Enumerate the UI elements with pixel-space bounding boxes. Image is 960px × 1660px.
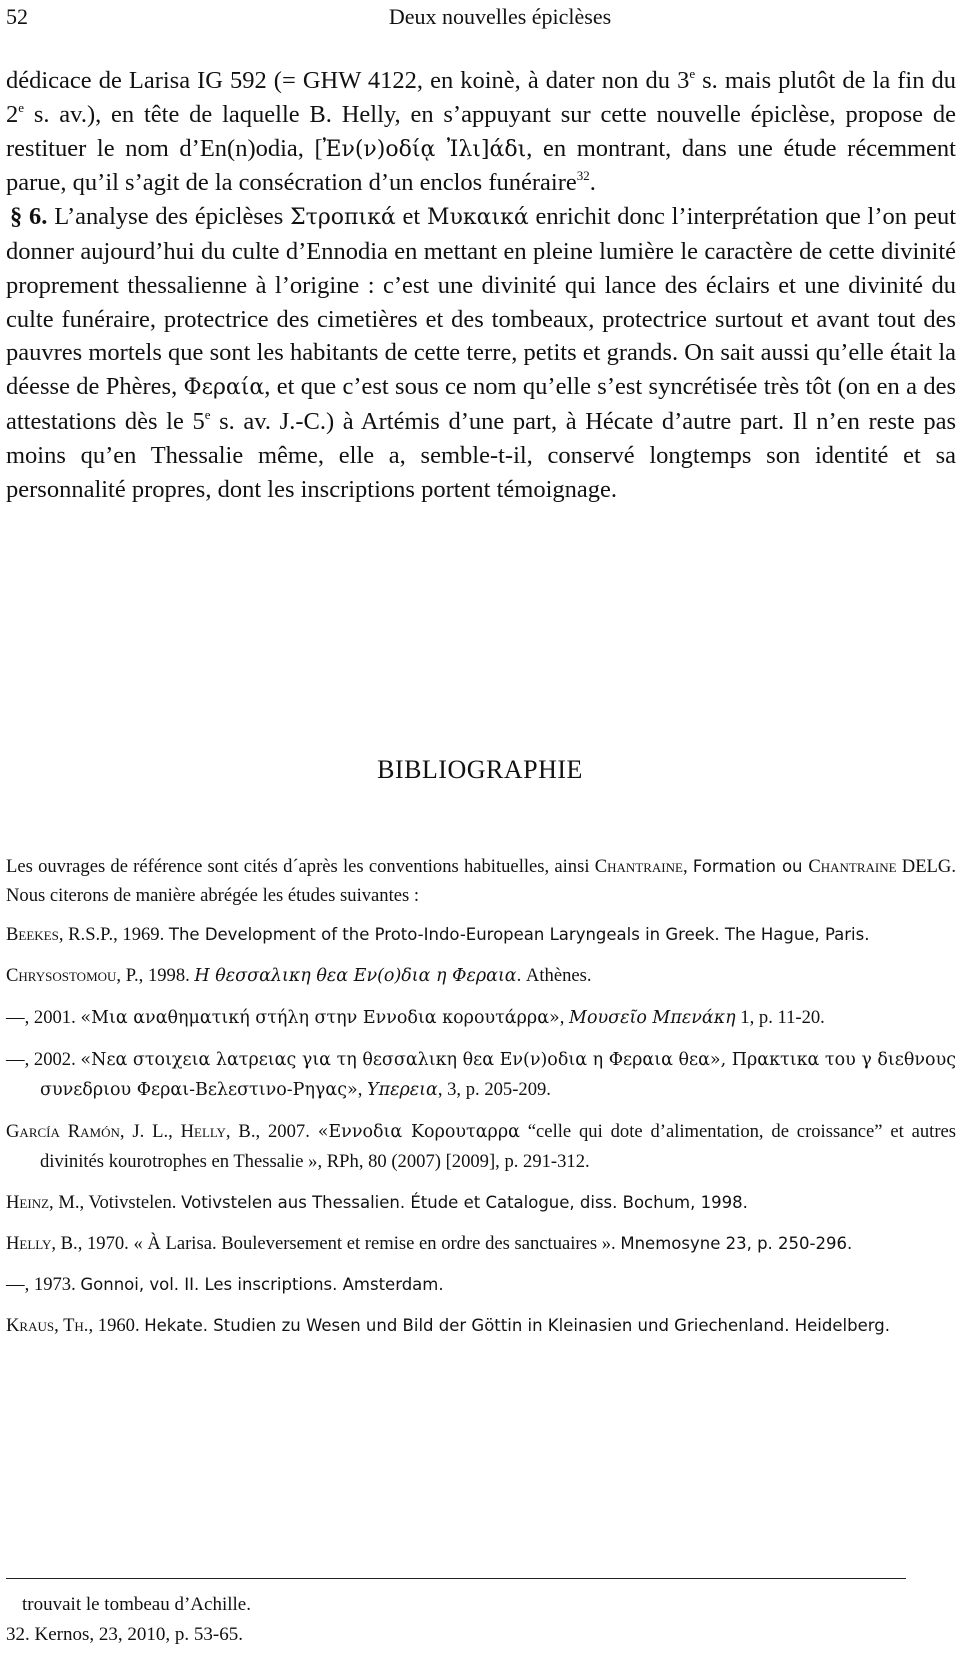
text-run: L’analyse des épiclèses [47,203,291,231]
bib-entry-chrysostomou-2001 [6,1003,956,1033]
bib-title: Gonnoi, vol. II. Les inscriptions. Amsterdam. [80,1275,444,1294]
superscript: e [204,406,211,422]
bib-title: The Development of the Proto-Indo-European Laryngeals in Greek. The Hague, Paris. [168,925,870,944]
bib-author: Helly, B. [6,1233,78,1254]
text-run: Formation ou [692,857,809,876]
text-run: dédicace de Larisa IG 592 (= GHW 4122, en koinè, à dater non du 3 [6,67,690,94]
bib-date: , 1970. [77,1233,134,1254]
section-marker: § 6. [10,203,48,231]
bib-date: , 2007. [255,1121,318,1142]
page-number: 52 [6,4,28,29]
bib-title: Votivstelen aus Thessalien. Étude et Catalogue, diss. Bochum, 1998. [181,1193,748,1212]
bib-entry-heinz [6,1188,956,1217]
superscript: e [689,66,696,81]
greek-text: Μυκαικά [427,205,529,231]
superscript: e [18,99,25,115]
text-run: , [357,1079,368,1100]
text-run: , [559,1007,570,1028]
paragraph-1 [6,64,956,200]
bibliography [6,852,956,1352]
bib-author: —, 2001. [6,1007,81,1028]
bib-author: Heinz, M. [6,1192,80,1213]
bib-title: Η θεσσαλικη θεα Εν(ο)δια η Φεραια [194,966,517,986]
greek-text: Στροπικά [290,205,396,231]
bib-date: , Votivstelen. [79,1192,182,1213]
footnote-reference[interactable]: 32 [576,168,590,184]
greek-text: Ἐν(ν)οδίᾳ Ἰλι]άδι [322,136,527,162]
paragraph-2 [6,200,956,506]
text-run: et [395,203,427,231]
running-title: Deux nouvelles épiclèses [388,4,612,29]
bib-rest: . Athènes. [516,965,592,986]
bibliography-intro [6,852,956,910]
bib-author: —, 2002. [6,1049,81,1070]
bib-journal: Μουσεῖο Μπενάκη [569,1008,736,1028]
bib-author: Kraus, Th. [6,1315,89,1336]
bibliography-heading: BIBLIOGRAPHIE [377,755,583,784]
bib-entry-helly-1973 [6,1270,956,1299]
body-text [6,64,956,506]
author-name: Chantraine DELG [808,856,952,877]
bib-author: Beekes, R.S.P. [6,924,114,945]
bib-entry-kraus [6,1311,956,1340]
footnotes [6,1590,946,1650]
text-run: s. av.), en tête de laquelle B. Helly, en s’appuyant sur cette nouvelle épiclèse, propose de restituer le nom d’En(n)odia, [ [6,100,956,162]
text-run: . Nous citerons de manière abrégée les études suivantes : [6,856,957,906]
page-header [0,0,960,36]
bib-rest: « À Larisa. Bouleversement et remise en ordre des sanctuaires ». [133,1233,621,1254]
bib-date: , 1998. [138,965,195,986]
bib-title: Hekate. Studien zu Wesen und Bild der Göttin in Kleinasien und Griechenland. Heidelberg. [144,1316,890,1335]
bib-author: —, 1973. [6,1274,81,1295]
bib-rest: “celle qui dote d’alimentation, de croissance” et autres divinités kourotrophes en Thessalie », RPh, 80 (2007) [2009], p. 291-312. [40,1121,957,1172]
bib-title: «Νεα στοιχεια λατρειας για τη θεσσαλικη θεα Εν(ν)οδια η Φεραια θεα», Πρακτικα του γ διεθνους συνεδριου Φεραι-Βελεστινο-Ρηγας» [40,1050,957,1100]
text-run: , en montrant, dans une étude récemment parue, qu’il s’agit de la consécration d’un enclos funéraire [6,134,956,197]
text-run: s. mais plutôt de la fin du 2 [6,67,956,128]
bib-author: Chrysostomou, P. [6,965,139,986]
text-run: Les ouvrages de référence sont cités d´après les conventions habituelles, ainsi [6,856,595,877]
bib-entry-chrysostomou-1998 [6,961,956,991]
author-name: Chantraine [594,856,683,877]
text-run: , [682,856,693,877]
text-run: s. av. J.-C.) à Artémis d’une part, à Hécate d’autre part. Il n’en reste pas moins qu’en Thessalie même, elle a, semble-t-il, conservé longtemps son identité et sa personnalité propres, dont les inscriptions portent témoignage. [6,407,956,503]
bib-entry-helly-1970 [6,1229,956,1258]
bib-author: García Ramón, J. L., Helly, B. [6,1121,256,1142]
bib-entry-garcia-ramon [6,1117,956,1176]
text-run: , et que c’est sous ce nom qu’elle s’est syncrétisée très tôt (on en a des attestations dès le 5 [6,373,956,435]
bib-date: , 1960. [88,1315,145,1336]
footnote-separator [6,1578,906,1579]
text-run: enrichit donc l’interprétation que l’on peut donner aujourd’hui du culte d’Ennodia en mettant en pleine lumière le caractère de cette divinité proprement thessalienne à l’origine : c’est une divinité qui lance des éclairs et une divinité du culte funéraire, protectrice des cimetières et des tombeaux, protectrice surtout et avant tout des pauvres mortels que sont les habitants de cette terre, petits et grands. On sait aussi qu’elle était la déesse de Phères, [6,203,956,401]
bib-title: «Εννοδια Κορουταρρα [317,1122,520,1142]
text-run: . [589,169,596,197]
footnote-32: 32. Kernos, 23, 2010, p. 53-65. [6,1624,243,1645]
greek-text: Φεραία [183,375,265,401]
bib-journal: Υπερεια [367,1080,438,1100]
bib-rest: 1, p. 11-20. [735,1007,825,1028]
bib-rest: , 3, p. 205-209. [437,1079,551,1100]
bib-title: Mnemosyne 23, p. 250-296. [620,1234,853,1253]
bib-date: , 1969. [113,924,169,945]
bib-entry-beekes [6,920,956,949]
footnote-continued: trouvait le tombeau d’Achille. [22,1594,251,1615]
bib-entry-chrysostomou-2002 [6,1045,956,1105]
bib-title: «Μια αναθηματική στήλη στην Εννοδια κορουτάρρα» [80,1008,560,1028]
